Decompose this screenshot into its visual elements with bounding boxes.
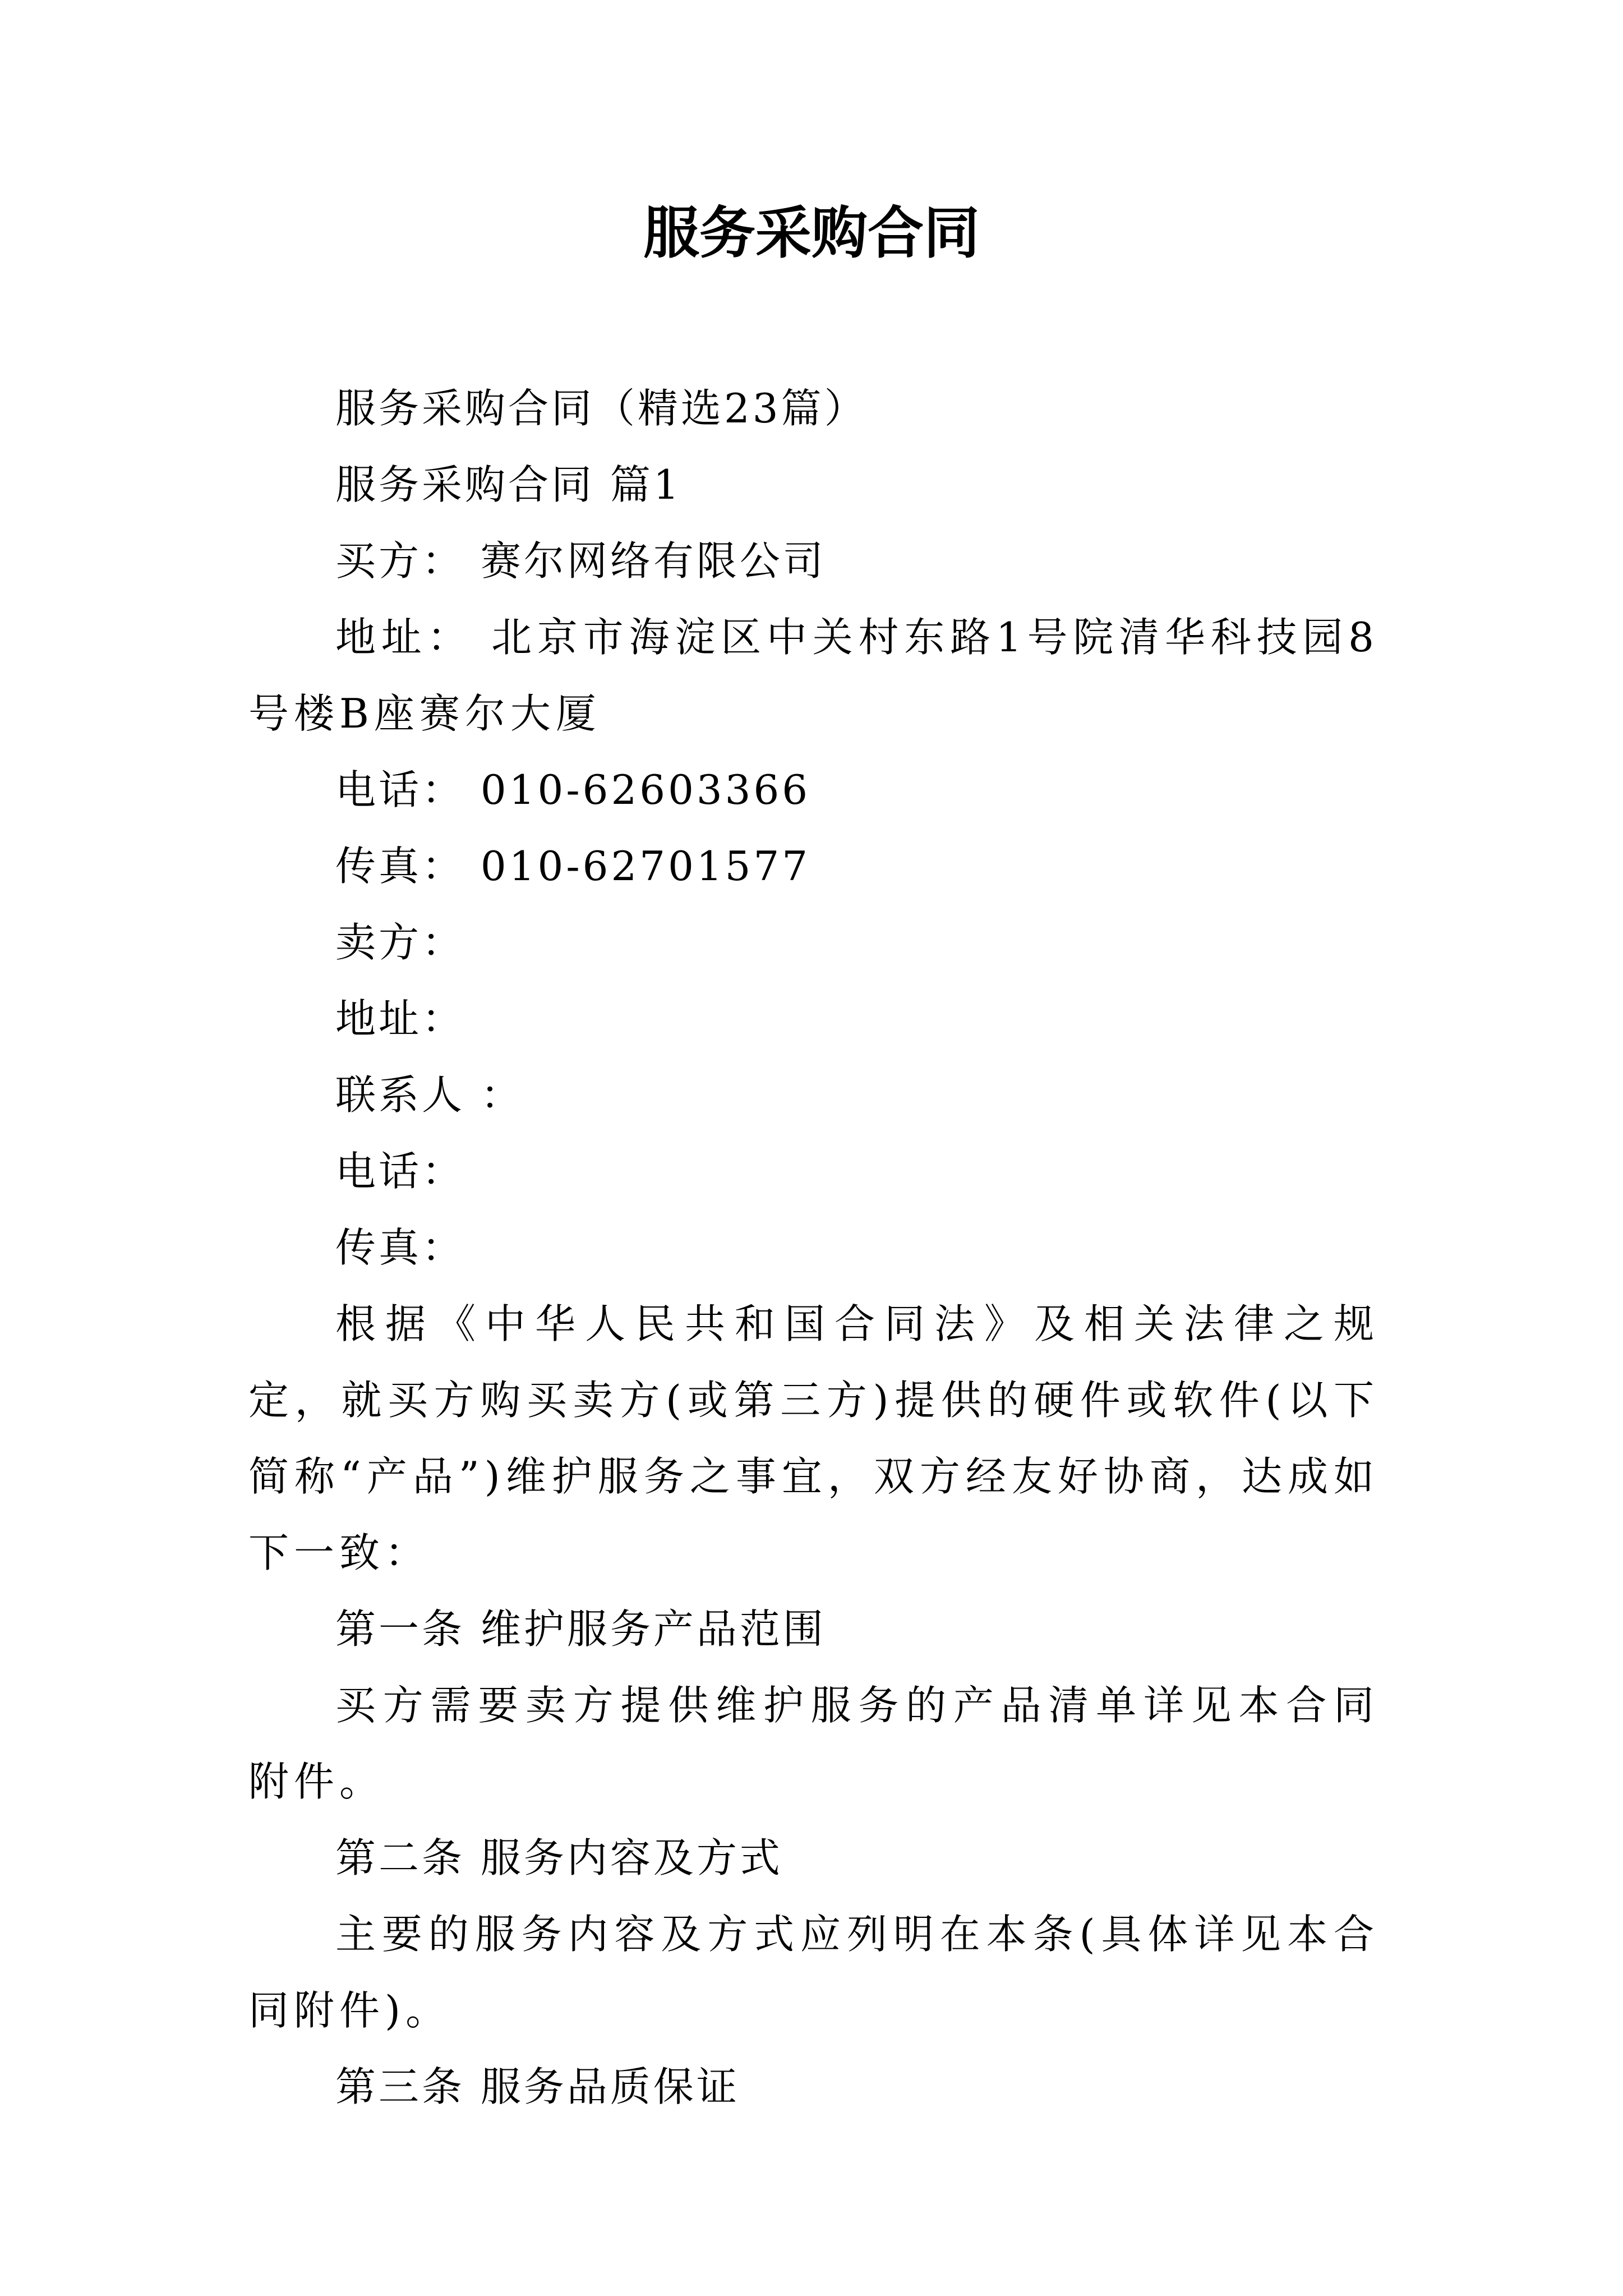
paragraph-buyer-fax: 传真： 010-62701577	[335, 843, 811, 890]
paragraph-seller-address: 地址：	[335, 995, 465, 1042]
paragraph-article-heading: 服务采购合同 篇1	[335, 461, 682, 508]
paragraph-seller-contact: 联系人 ：	[335, 1071, 524, 1119]
paragraph-article-2-body: 主要的服务内容及方式应列明在本条(具体详见本合同附件)。	[248, 1911, 1379, 2034]
paragraph-article-1-body: 买方需要卖方提供维护服务的产品清单详见本合同附件。	[248, 1682, 1379, 1805]
paragraph-subtitle: 服务采购合同（精选23篇）	[335, 385, 868, 432]
paragraph-preamble: 根据《中华人民共和国合同法》及相关法律之规定，就买方购买卖方(或第三方)提供的硬件或软件(以下简称“产品”)维护服务之事宜，双方经友好协商，达成如下一致：	[248, 1300, 1379, 1576]
paragraph-seller-fax: 传真：	[335, 1224, 465, 1271]
paragraph-seller: 卖方：	[335, 919, 465, 966]
paragraph-buyer: 买方： 赛尔网络有限公司	[335, 537, 826, 585]
paragraph-seller-phone: 电话：	[335, 1148, 465, 1195]
document-title: 服务采购合同	[643, 200, 980, 266]
paragraph-article-1-heading: 第一条 维护服务产品范围	[335, 1605, 826, 1653]
paragraph-buyer-phone: 电话： 010-62603366	[335, 766, 811, 813]
paragraph-article-2-heading: 第二条 服务内容及方式	[335, 1834, 783, 1881]
document-body	[248, 370, 1379, 2125]
paragraph-article-3-heading: 第三条 服务品质保证	[335, 2063, 740, 2110]
paragraph-buyer-address: 地址： 北京市海淀区中关村东路1号院清华科技园8号楼B座赛尔大厦	[248, 614, 1379, 737]
